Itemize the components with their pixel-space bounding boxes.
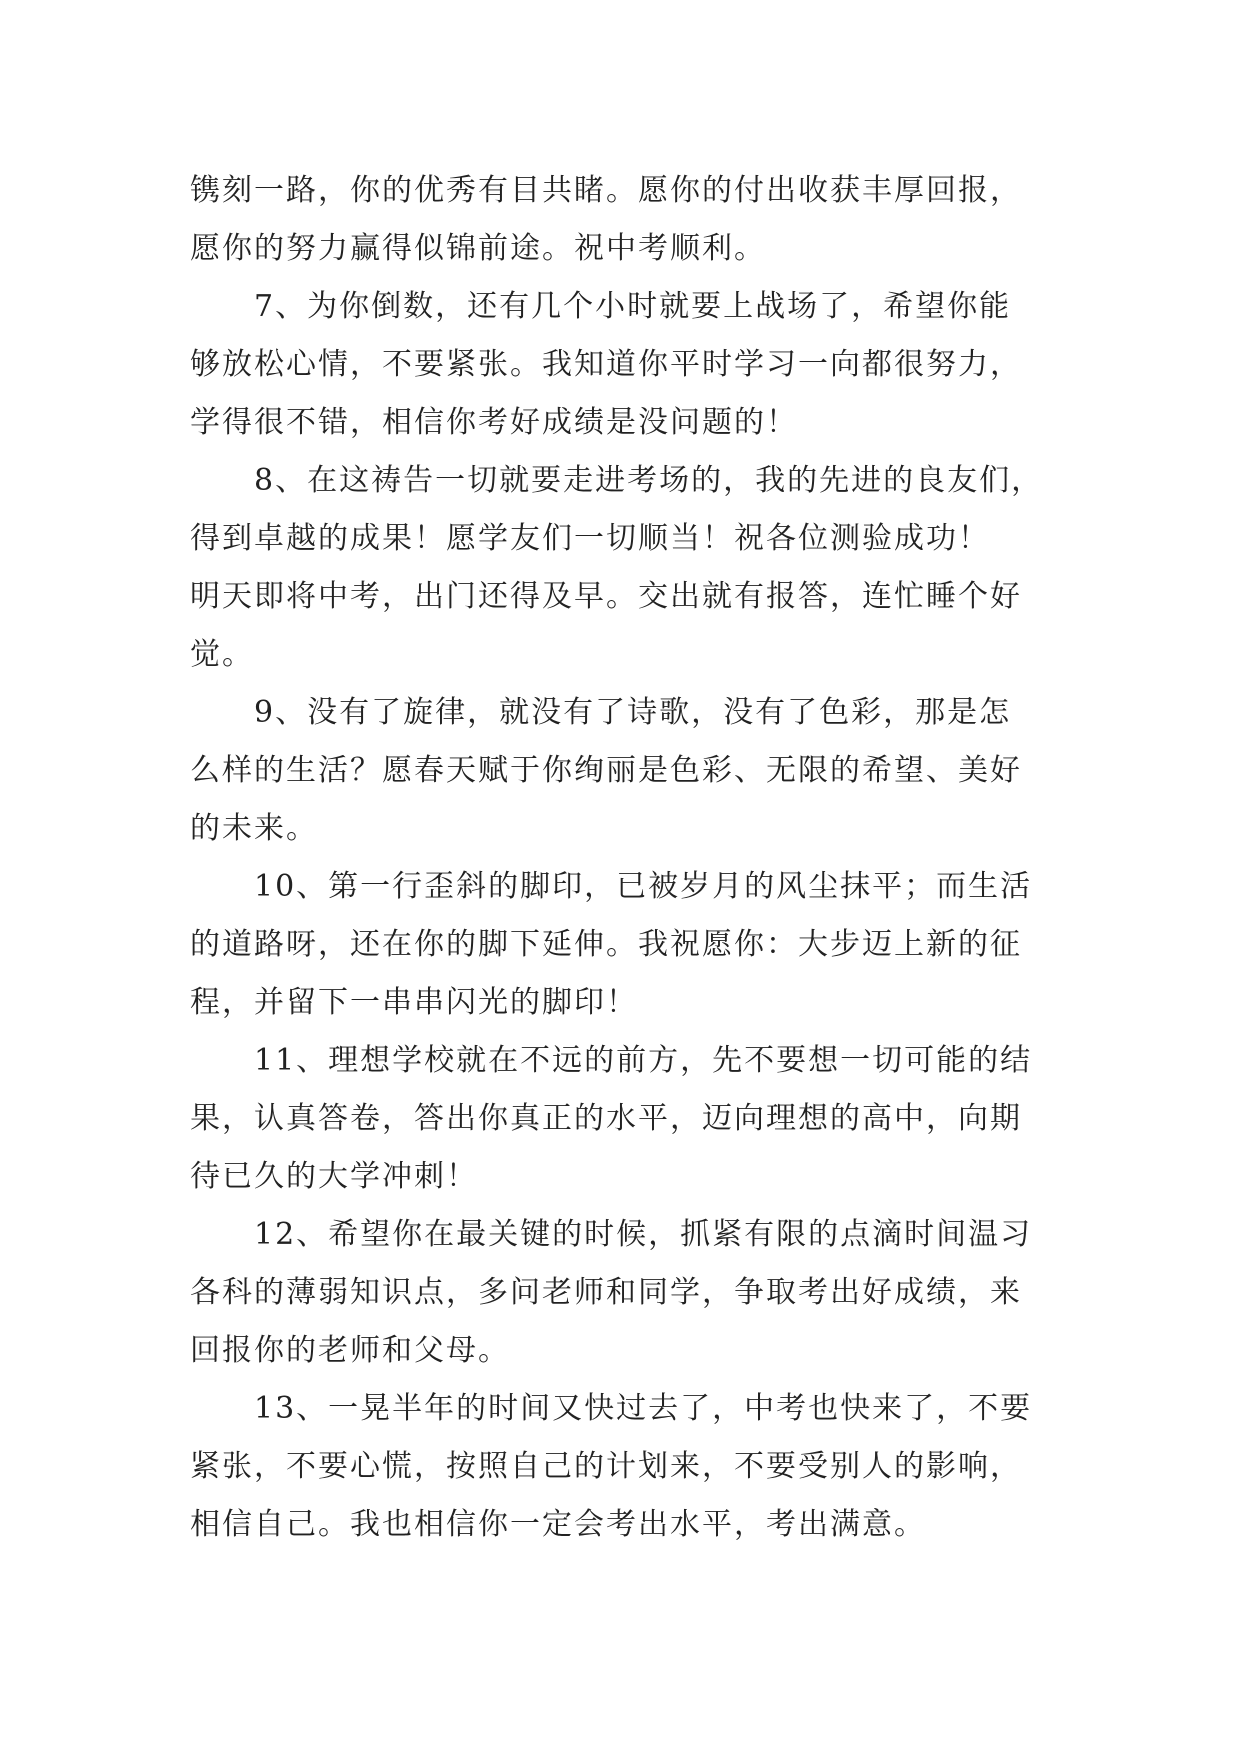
text-line: 学得很不错，相信你考好成绩是没问题的！ xyxy=(190,405,798,440)
text-line: 镌刻一路，你的优秀有目共睹。愿你的付出收获丰厚回报， xyxy=(190,173,1022,208)
text-line: 得到卓越的成果！愿学友们一切顺当！祝各位测验成功！ xyxy=(190,521,990,556)
text-line: 果，认真答卷，答出你真正的水平，迈向理想的高中，向期 xyxy=(190,1101,1022,1136)
text-line: 各科的薄弱知识点，多问老师和同学，争取考出好成绩，来 xyxy=(190,1275,1022,1310)
text-line: 11、理想学校就在不远的前方，先不要想一切可能的结 xyxy=(190,1043,1033,1078)
text-line: 够放松心情，不要紧张。我知道你平时学习一向都很努力， xyxy=(190,347,1022,382)
text-line: 的道路呀，还在你的脚下延伸。我祝愿你：大步迈上新的征 xyxy=(190,927,1022,962)
text-line: 12、希望你在最关键的时候，抓紧有限的点滴时间温习 xyxy=(190,1217,1033,1252)
text-line: 紧张，不要心慌，按照自己的计划来，不要受别人的影响， xyxy=(190,1449,1022,1484)
text-line: 明天即将中考，出门还得及早。交出就有报答，连忙睡个好 xyxy=(190,579,1022,614)
text-line: 么样的生活？愿春天赋于你绚丽是色彩、无限的希望、美好 xyxy=(190,753,1022,788)
text-line: 相信自己。我也相信你一定会考出水平，考出满意。 xyxy=(190,1507,926,1542)
text-line: 愿你的努力赢得似锦前途。祝中考顺利。 xyxy=(190,231,766,266)
text-line: 觉。 xyxy=(190,637,254,672)
text-line: 待已久的大学冲刺！ xyxy=(190,1159,478,1194)
text-line: 程，并留下一串串闪光的脚印！ xyxy=(190,985,638,1020)
text-line: 的未来。 xyxy=(190,811,318,846)
text-line: 9、没有了旋律，就没有了诗歌，没有了色彩，那是怎 xyxy=(190,695,1012,730)
text-line: 8、在这祷告一切就要走进考场的，我的先进的良友们， xyxy=(190,463,1044,498)
text-line: 10、第一行歪斜的脚印，已被岁月的风尘抹平；而生活 xyxy=(190,869,1033,904)
text-line: 13、一晃半年的时间又快过去了，中考也快来了，不要 xyxy=(190,1391,1033,1426)
text-line: 回报你的老师和父母。 xyxy=(190,1333,510,1368)
text-line: 7、为你倒数，还有几个小时就要上战场了，希望你能 xyxy=(190,289,1012,324)
document-body xyxy=(190,162,1070,1554)
